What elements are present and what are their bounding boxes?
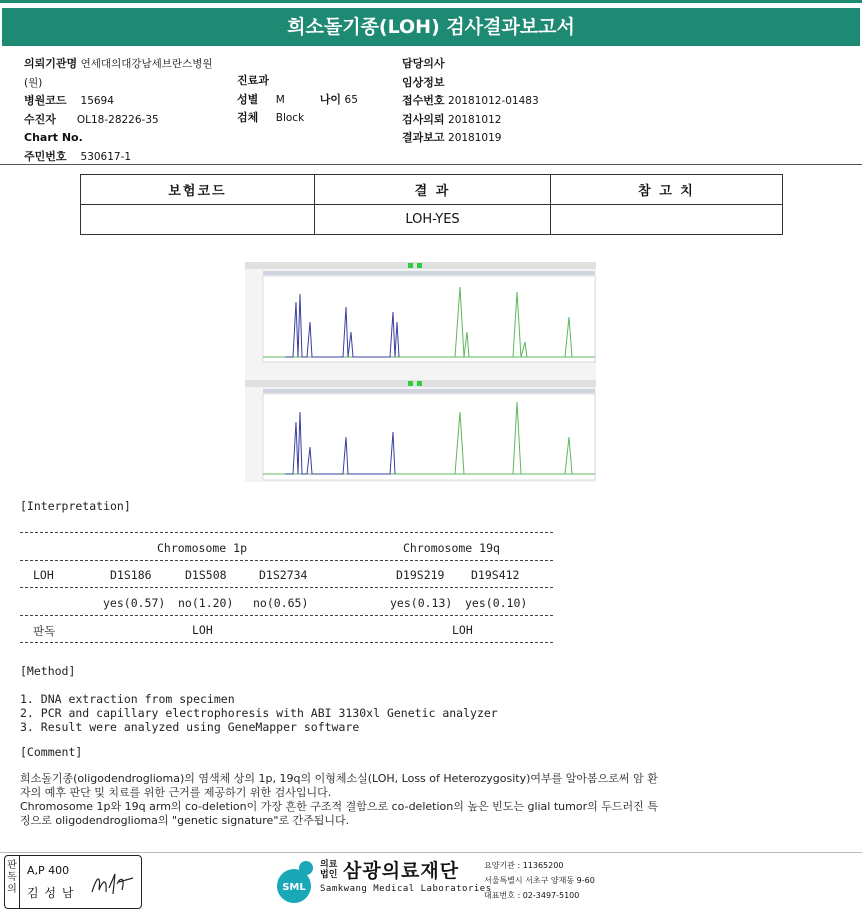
- receiver-label: 수진자: [24, 112, 56, 126]
- doctor-label: 담당의사: [402, 57, 445, 70]
- org-prefix: [320, 860, 337, 880]
- cell-reference: [551, 205, 783, 235]
- header-result: 결 과: [315, 175, 551, 205]
- result-d19s412: yes(0.10): [465, 596, 528, 610]
- patient-info-left: [24, 55, 224, 166]
- dept-label: 진료과: [237, 74, 269, 87]
- result-table-header: [81, 175, 783, 205]
- result-d1s186: yes(0.57): [103, 596, 166, 610]
- accession-label: 접수번호: [402, 94, 445, 107]
- specimen-label: 검체: [237, 111, 259, 124]
- sml-logo-icon: [272, 858, 320, 906]
- marker-d19s219: D19S219: [396, 568, 445, 582]
- age-label: 나이: [319, 92, 342, 106]
- org-prefix-top: 의료: [320, 860, 338, 870]
- interp-divider-1: [20, 532, 553, 533]
- contact-line: 요양기관 : 11365200: [484, 861, 564, 870]
- footer-divider: [0, 852, 862, 853]
- marker-d19s412: D19S412: [471, 568, 520, 582]
- stamp-name: 김 성 남: [27, 886, 75, 900]
- specimen-value: Block: [275, 112, 305, 124]
- contact-line: 대표번호 : 02-3497-5100: [484, 891, 580, 900]
- comment-line: 자의 예후 판단 및 치료를 위한 근거를 제공하기 위한 검사입니다.: [20, 786, 332, 799]
- result-table-row: [81, 205, 783, 235]
- header-reference: 참 고 치: [551, 175, 783, 205]
- loh-row-label: LOH: [33, 568, 54, 582]
- accession-value: 20181012-01483: [448, 95, 539, 107]
- hospital-code-label: 병원코드: [24, 94, 67, 107]
- institution-value: 연세대의대강남세브란스병원(원): [24, 58, 213, 89]
- interp-divider-5: [20, 642, 553, 643]
- sex-value: M: [275, 93, 285, 106]
- comment-line: 징으로 oligodendroglioma의 "genetic signature"로 간주됩니다.: [20, 814, 350, 827]
- stamp-vertical-label: 판독의: [7, 860, 17, 895]
- comment-line: Chromosome 1p와 19q arm의 co-deletion이 가장 흔한 구조적 결함으로 co-deletion의 높은 빈도는 glial tumor의 두드러진 특: [20, 800, 658, 813]
- patient-info-mid: [237, 72, 397, 128]
- cell-insurance-code: [81, 205, 315, 235]
- stamp-title: A,P 400: [27, 864, 70, 877]
- institution-label: 의뢰기관명: [24, 57, 78, 70]
- clinical-label: 임상정보: [402, 75, 445, 89]
- comment-line: 희소돌기종(oligodendroglioma)의 염색체 상의 1p, 19q의 이형체소실(LOH, Loss of Heterozygosity)여부를 알아봄으로써 암 환: [20, 772, 658, 785]
- interp-divider-2: [20, 560, 553, 561]
- method-heading: [Method]: [20, 664, 76, 678]
- report-title: 희소돌기종(LOH) 검사결과보고서: [2, 8, 860, 46]
- reader-stamp: [4, 855, 142, 909]
- header-insurance-code: 보험코드: [81, 175, 315, 205]
- judgement-label: 판독: [33, 624, 56, 638]
- org-name: 삼광의료재단: [343, 860, 460, 882]
- resident-label: 주민번호: [24, 149, 67, 163]
- method-item: 1. DNA extraction from specimen: [20, 692, 235, 706]
- info-divider: [0, 164, 862, 165]
- chart-label: Chart No.: [24, 131, 83, 144]
- interpretation-heading: [Interpretation]: [20, 499, 131, 513]
- age-value: 65: [344, 93, 358, 106]
- org-contact: [484, 858, 595, 903]
- stamp-divider: [19, 856, 20, 908]
- interp-divider-3: [20, 587, 553, 588]
- request-label: 검사의뢰: [402, 112, 445, 126]
- marker-d1s508: D1S508: [185, 568, 227, 582]
- org-prefix-bottom: 법인: [320, 870, 338, 880]
- sex-label: 성별: [237, 92, 259, 106]
- judgement-19q: LOH: [452, 623, 473, 637]
- result-d1s2734: no(0.65): [253, 596, 309, 610]
- request-value: 20181012: [448, 113, 502, 126]
- report-value: 20181019: [448, 132, 502, 144]
- chromosome-19q-label: Chromosome 19q: [403, 541, 500, 555]
- judgement-1p: LOH: [192, 623, 213, 637]
- chromosome-1p-label: Chromosome 1p: [157, 541, 248, 555]
- resident-value: 530617-1: [80, 150, 132, 163]
- marker-d1s186: D1S186: [110, 568, 152, 582]
- comment-heading: [Comment]: [20, 745, 83, 759]
- comment-body: [20, 772, 850, 828]
- result-d1s508: no(1.20): [178, 596, 234, 610]
- marker-d1s2734: D1S2734: [259, 568, 308, 582]
- header-top-line: [0, 0, 862, 3]
- signature-image: [89, 870, 135, 898]
- patient-info-right: [402, 55, 622, 148]
- result-table: [80, 174, 783, 235]
- method-list: [20, 692, 498, 734]
- interp-divider-4: [20, 615, 553, 616]
- result-d19s219: yes(0.13): [390, 596, 453, 610]
- receiver-value: OL18-28226-35: [76, 113, 159, 126]
- method-item: 2. PCR and capillary electrophoresis with ABI 3130xl Genetic analyzer: [20, 706, 498, 720]
- report-label: 결과보고: [402, 131, 445, 144]
- org-english-name: Samkwang Medical Laboratories: [320, 884, 492, 894]
- hospital-code-value: 15694: [80, 95, 114, 107]
- method-item: 3. Result were analyzed using GeneMapper software: [20, 720, 360, 734]
- contact-line: 서울특별시 서초구 양재동 9-60: [484, 876, 595, 885]
- electropherogram-image: [245, 262, 596, 482]
- cell-result: LOH-YES: [315, 205, 551, 235]
- logo-text: SML: [282, 882, 306, 893]
